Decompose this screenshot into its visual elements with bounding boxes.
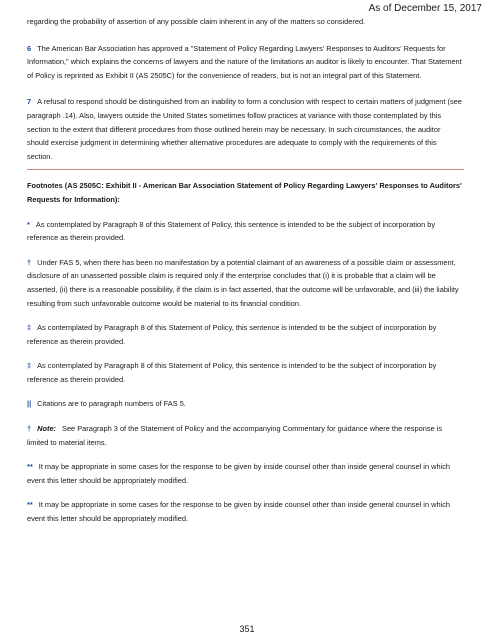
footnote-text: Citations are to paragraph numbers of FAS 5. [37,399,186,409]
page-number: 351 [239,624,255,634]
document-body [27,15,464,526]
footnote-text: It may be appropriate in some cases for the response to be given by inside counsel other than inside general counsel in which event this letter should be appropriately modified. [27,500,451,524]
footnote-text: As contemplated by Paragraph 8 of this Statement of Policy, this sentence is intended to be the subject of incorporation by reference as therein provided. [27,323,437,346]
footnote-text: Under FAS 5, when there has been no manifestation by a potential claimant of an awareness of a possible claim or assessment, disclosure of an unasserted possible claim is required only if the enterprise concludes that (i) it is probable that a claim will be asserted, (ii) there is a reasonable possibility, if the claim is in fact asserted, that the outcome will be unfavorable, and (iii) the liability resulting from such unfavorable outcome would be material to its financial condition. [27,257,459,308]
paragraph-6 [27,42,464,83]
footnote-item [27,218,464,245]
continued-paragraph: regarding the probability of assertion of any possible claim inherent in any of the matters so considered. [27,17,366,26]
footnote-item [27,460,464,487]
footnote-item [27,321,464,348]
footnote-marker-dagger[interactable]: † [27,424,32,434]
footnote-item [27,422,464,449]
footnote-marker-dagger[interactable]: † [27,257,32,267]
section-divider [27,169,464,170]
paragraph-6-text: The American Bar Association has approved a "Statement of Policy Regarding Lawyers' Responses to Auditors' Requests for Information," which explains the concerns of lawyers and the nature of the limitations an auditor is likely to encounter. That Statement of Policy is reprinted as Exhibit II (AS 2505C) for the convenience of readers, but is not an integral part of this Statement. [27,43,462,80]
footnote-text: As contemplated by Paragraph 8 of this Statement of Policy, this sentence is intended to be the subject of incorporation by reference as therein provided. [27,219,436,243]
footnote-marker-double-dagger[interactable]: ‡ [27,323,32,333]
page-date: As of December 15, 2017 [368,3,482,14]
footnote-item [27,397,464,411]
note-label: Note: [37,424,57,434]
footnote-text: See Paragraph 3 of the Statement of Policy and the accompanying Commentary for guidance where the response is limited to material items. [27,424,443,447]
footnotes-title: Footnotes (AS 2505C: Exhibit II - American Bar Association Statement of Policy Regarding Lawyers' Responses to Auditors' Requests for Information): [27,181,462,204]
footnote-marker-parallel[interactable]: || [27,399,32,409]
footnote-marker-asterisk[interactable]: * [27,219,30,229]
footnote-item [27,498,464,525]
footnote-marker-double-asterisk[interactable]: ** [27,500,33,510]
paragraph-7 [27,95,464,163]
paragraph-7-text: A refusal to respond should be distinguished from an inability to form a conclusion with respect to certain matters of judgment (see paragraph .14). Also, lawyers outside the United States sometimes follow practices at variance with those contemplated by this section to the extent that different procedures from those outlined herein may be necessary. In such circumstances, the auditor should exercise judgment in determining whether alternative procedures are adequate to comply with the requirements of this section. [27,97,462,161]
footnote-item [27,256,464,310]
footnote-marker-double-dagger[interactable]: ‡ [27,361,32,371]
footnote-text: It may be appropriate in some cases for the response to be given by inside counsel other than inside general counsel in which event this letter should be appropriately modified. [27,462,451,485]
footnote-text: As contemplated by Paragraph 8 of this Statement of Policy, this sentence is intended to be the subject of incorporation by reference as therein provided. [27,361,437,384]
footnote-marker-7[interactable]: 7 [27,97,32,107]
footnote-marker-6[interactable]: 6 [27,43,32,53]
footnote-item [27,359,464,386]
footnote-marker-double-asterisk[interactable]: ** [27,462,33,472]
